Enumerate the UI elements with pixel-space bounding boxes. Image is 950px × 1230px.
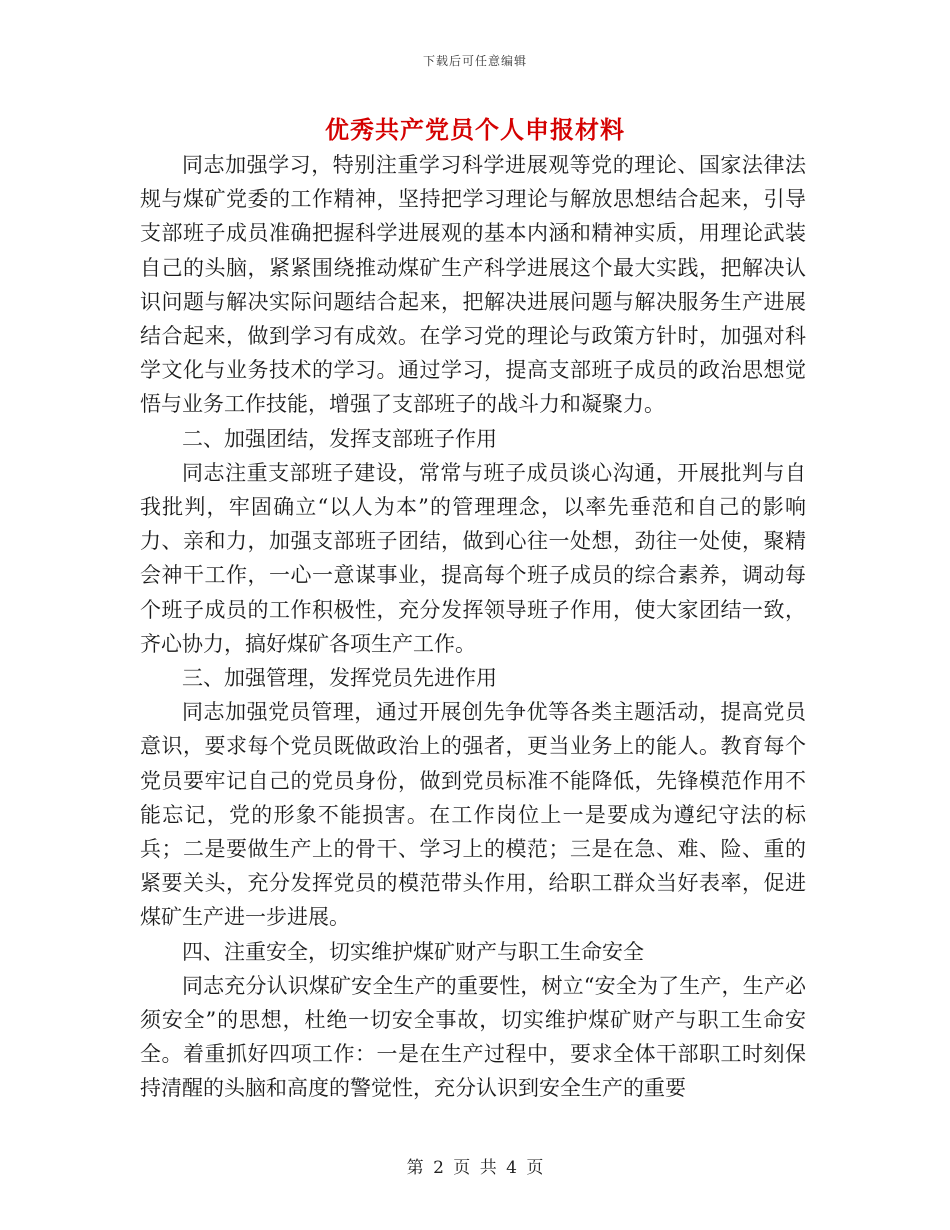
document-body [140,148,806,1106]
page-footer: 第 2 页 共 4 页 [406,1158,544,1178]
section-heading-unity: 二、加强团结，发挥支部班子作用 [182,426,497,451]
paragraph-management: 同志加强党员管理，通过开展创先争优等各类主题活动，提高党员意识，要求每个党员既做政治上的强者，更当业务上的能人。教育每个党员要牢记自己的党员身份，做到党员标准不能降低，先锋模范作用不能忘记，党的形象不能损害。在工作岗位上一是要成为遵纪守法的标兵；二是要做生产上的骨干、学习上的模范；三是在急、难、险、重的紧要关头，充分发挥党员的模范带头作用，给职工群众当好表率，促进煤矿生产进一步进展。 [140,700,806,930]
section-heading-safety: 四、注重安全，切实维护煤矿财产与职工生命安全 [182,939,644,964]
paragraph-safety: 同志充分认识煤矿安全生产的重要性，树立“安全为了生产，生产必须安全”的思想，杜绝一切安全事故，切实维护煤矿财产与职工生命安全。着重抓好四项工作：一是在生产过程中，要求全体干部职工时刻保持清醒的头脑和高度的警觉性，充分认识到安全生产的重要 [140,973,806,1101]
header-note: 下载后可任意编辑 [422,54,527,68]
paragraph-unity: 同志注重支部班子建设，常常与班子成员谈心沟通，开展批判与自我批判，牢固确立“以人为本”的管理理念，以率先垂范和自己的影响力、亲和力，加强支部班子团结，做到心往一处想，劲往一处使，聚精会神干工作，一心一意谋事业，提高每个班子成员的综合素养，调动每个班子成员的工作积极性，充分发挥领导班子作用，使大家团结一致，齐心协力，搞好煤矿各项生产工作。 [140,460,806,656]
document-title: 优秀共产党员个人申报材料 [325,115,625,144]
section-heading-management: 三、加强管理，发挥党员先进作用 [182,666,497,691]
paragraph-study: 同志加强学习，特别注重学习科学进展观等党的理论、国家法律法规与煤矿党委的工作精神，坚持把学习理论与解放思想结合起来，引导支部班子成员准确把握科学进展观的基本内涵和精神实质，用理论武装自己的头脑，紧紧围绕推动煤矿生产科学进展这个最大实践，把解决认识问题与解决实际问题结合起来，把解决进展问题与解决服务生产进展结合起来，做到学习有成效。在学习党的理论与政策方针时，加强对科学文化与业务技术的学习。通过学习，提高支部班子成员的政治思想觉悟与业务工作技能，增强了支部班子的战斗力和凝聚力。 [140,153,806,417]
